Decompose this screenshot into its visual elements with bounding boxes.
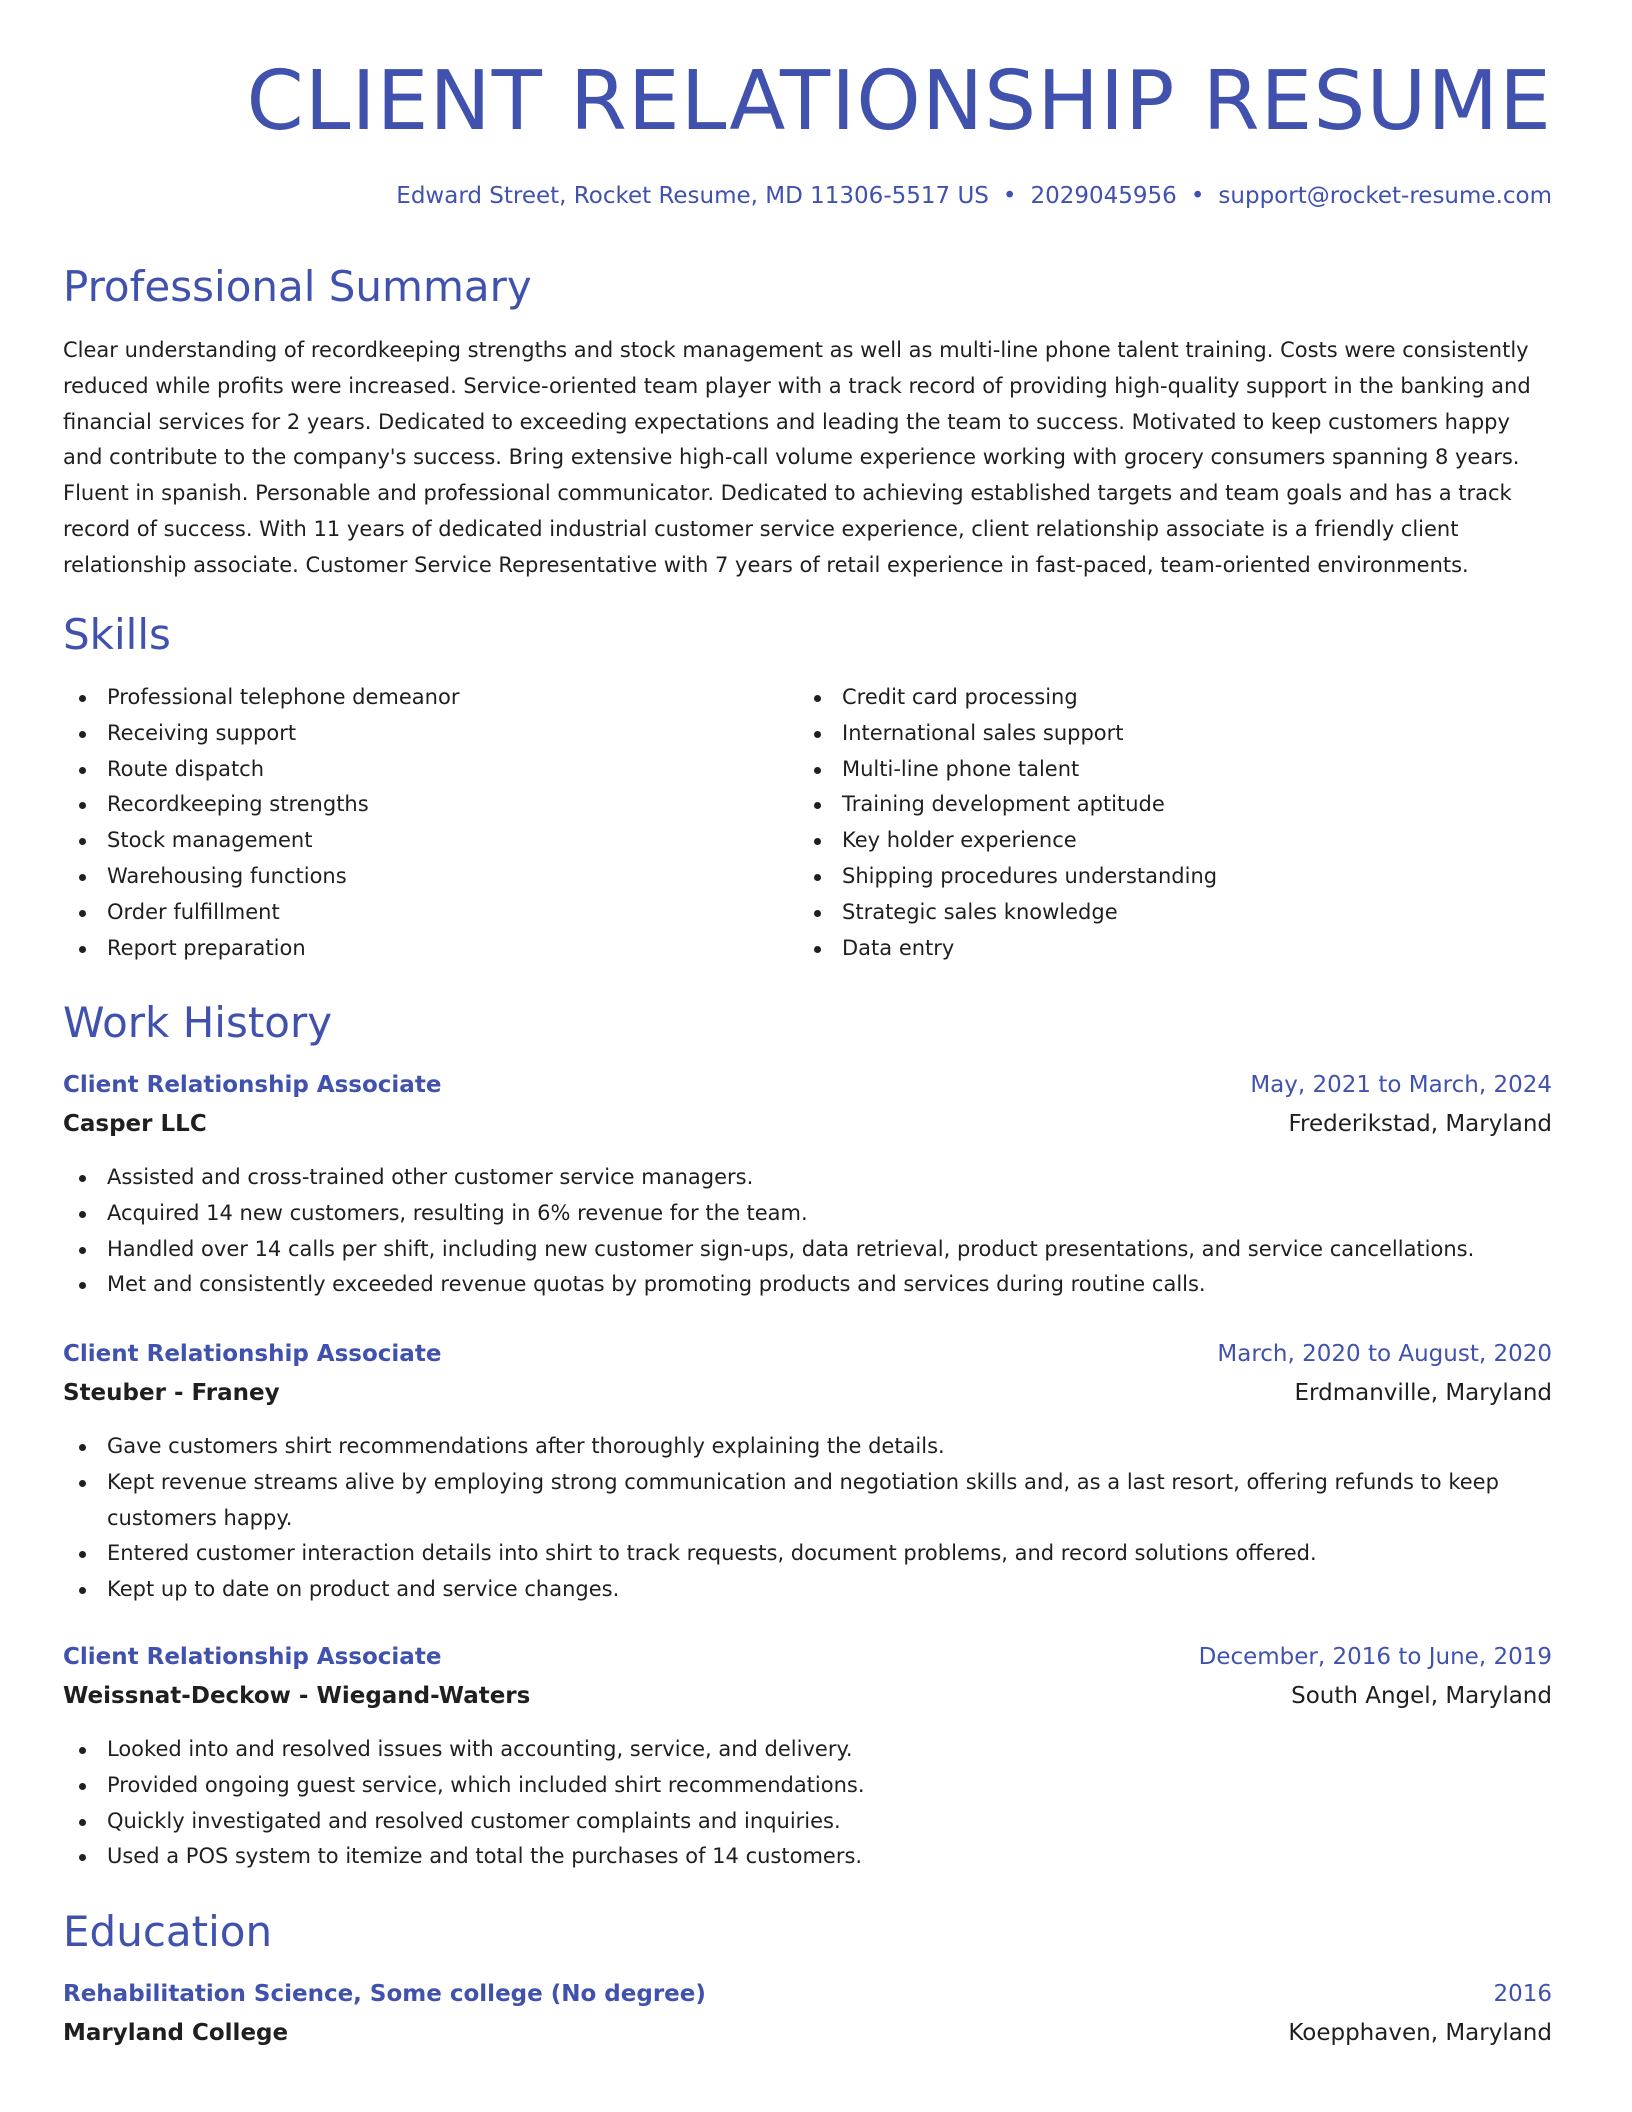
job-bullet: Handled over 14 calls per shift, including new customer sign-ups, data retrieval, product presentations, and service cancellations. bbox=[63, 1232, 1552, 1268]
section-heading-skills: Skills bbox=[63, 610, 171, 659]
job-bullet: Gave customers shirt recommendations after thoroughly explaining the details. bbox=[63, 1429, 1552, 1465]
job-title: Client Relationship Associate bbox=[63, 1072, 442, 1098]
skill-item: International sales support bbox=[798, 716, 1518, 752]
job-bullet: Assisted and cross-trained other customer service managers. bbox=[63, 1160, 1552, 1196]
job-location: Erdmanville, Maryland bbox=[1294, 1380, 1552, 1406]
job-bullet: Quickly investigated and resolved customer complaints and inquiries. bbox=[63, 1804, 1552, 1840]
job-bullet: Used a POS system to itemize and total the purchases of 14 customers. bbox=[63, 1839, 1552, 1875]
job-header bbox=[63, 1070, 1552, 1142]
skill-item: Credit card processing bbox=[798, 680, 1518, 716]
skill-item: Strategic sales knowledge bbox=[798, 895, 1518, 931]
skills-list-right bbox=[798, 680, 1518, 966]
job-location: Frederikstad, Maryland bbox=[1288, 1111, 1552, 1137]
education-degree: Rehabilitation Science, Some college (No degree) bbox=[63, 1981, 706, 2007]
education-school: Maryland College bbox=[63, 2020, 289, 2046]
resume-title: CLIENT RELATIONSHIP RESUME bbox=[246, 54, 1552, 149]
job-bullet: Entered customer interaction details into shirt to track requests, document problems, and record solutions offered. bbox=[63, 1536, 1552, 1572]
skill-item: Stock management bbox=[63, 823, 783, 859]
skill-item: Recordkeeping strengths bbox=[63, 787, 783, 823]
skill-item: Report preparation bbox=[63, 931, 783, 967]
skill-item: Order fulfillment bbox=[63, 895, 783, 931]
contact-phone: 2029045956 bbox=[1030, 183, 1177, 209]
job-company: Weissnat-Deckow - Wiegand-Waters bbox=[63, 1683, 531, 1709]
section-heading-work-history: Work History bbox=[63, 998, 333, 1047]
job-dates: December, 2016 to June, 2019 bbox=[1198, 1644, 1552, 1670]
job-bullet-list bbox=[63, 1160, 1552, 1303]
skill-item: Training development aptitude bbox=[798, 787, 1518, 823]
job-header bbox=[63, 1642, 1552, 1714]
job-dates: May, 2021 to March, 2024 bbox=[1250, 1072, 1552, 1098]
education-entry bbox=[63, 1979, 1552, 2051]
skill-item: Multi-line phone talent bbox=[798, 752, 1518, 788]
contact-line bbox=[396, 180, 1552, 212]
skill-item: Route dispatch bbox=[63, 752, 783, 788]
job-bullet: Looked into and resolved issues with accounting, service, and delivery. bbox=[63, 1732, 1552, 1768]
job-bullet-list bbox=[63, 1429, 1552, 1608]
job-bullet: Provided ongoing guest service, which included shirt recommendations. bbox=[63, 1768, 1552, 1804]
job-header bbox=[63, 1339, 1552, 1411]
job-title: Client Relationship Associate bbox=[63, 1341, 442, 1367]
separator-dot: • bbox=[1190, 183, 1205, 209]
section-heading-summary: Professional Summary bbox=[63, 262, 532, 311]
job-dates: March, 2020 to August, 2020 bbox=[1217, 1341, 1552, 1367]
contact-address: Edward Street, Rocket Resume, MD 11306-5517 US bbox=[396, 183, 989, 209]
job-bullet: Met and consistently exceeded revenue quotas by promoting products and services during routine calls. bbox=[63, 1267, 1552, 1303]
skill-item: Receiving support bbox=[63, 716, 783, 752]
job-location: South Angel, Maryland bbox=[1291, 1683, 1552, 1709]
skill-item: Warehousing functions bbox=[63, 859, 783, 895]
job-title: Client Relationship Associate bbox=[63, 1644, 442, 1670]
job-bullet: Kept up to date on product and service changes. bbox=[63, 1572, 1552, 1608]
education-year: 2016 bbox=[1493, 1981, 1552, 2007]
separator-dot: • bbox=[1002, 183, 1017, 209]
section-heading-education: Education bbox=[63, 1907, 273, 1956]
skills-list-left bbox=[63, 680, 783, 966]
skill-item: Key holder experience bbox=[798, 823, 1518, 859]
skill-item: Shipping procedures understanding bbox=[798, 859, 1518, 895]
contact-email[interactable]: support@rocket-resume.com bbox=[1218, 183, 1552, 209]
skill-item: Professional telephone demeanor bbox=[63, 680, 783, 716]
skill-item: Data entry bbox=[798, 931, 1518, 967]
job-company: Steuber - Franey bbox=[63, 1380, 280, 1406]
job-bullet: Acquired 14 new customers, resulting in 6% revenue for the team. bbox=[63, 1196, 1552, 1232]
education-location: Koepphaven, Maryland bbox=[1288, 2020, 1552, 2046]
job-company: Casper LLC bbox=[63, 1111, 207, 1137]
summary-text: Clear understanding of recordkeeping strengths and stock management as well as multi-line phone talent training. Costs were consistently reduced while profits were increased. Service-oriented team player with a track record of providing high-quality support in the banking and financial services for 2 years. Dedicated to exceeding expectations and leading the team to success. Motivated to keep customers happy and contribute to the company's success. Bring extensive high-call volume experience working with grocery consumers spanning 8 years. Fluent in spanish. Personable and professional communicator. Dedicated to achieving established targets and team goals and has a track record of success. With 11 years of dedicated industrial customer service experience, client relationship associate is a friendly client relationship associate. Customer Service Representative with 7 years of retail experience in fast-paced, team-oriented environments. bbox=[63, 338, 1531, 577]
job-bullet-list bbox=[63, 1732, 1552, 1875]
job-bullet: Kept revenue streams alive by employing strong communication and negotiation skills and, as a last resort, offering refunds to keep customers happy. bbox=[63, 1465, 1552, 1537]
